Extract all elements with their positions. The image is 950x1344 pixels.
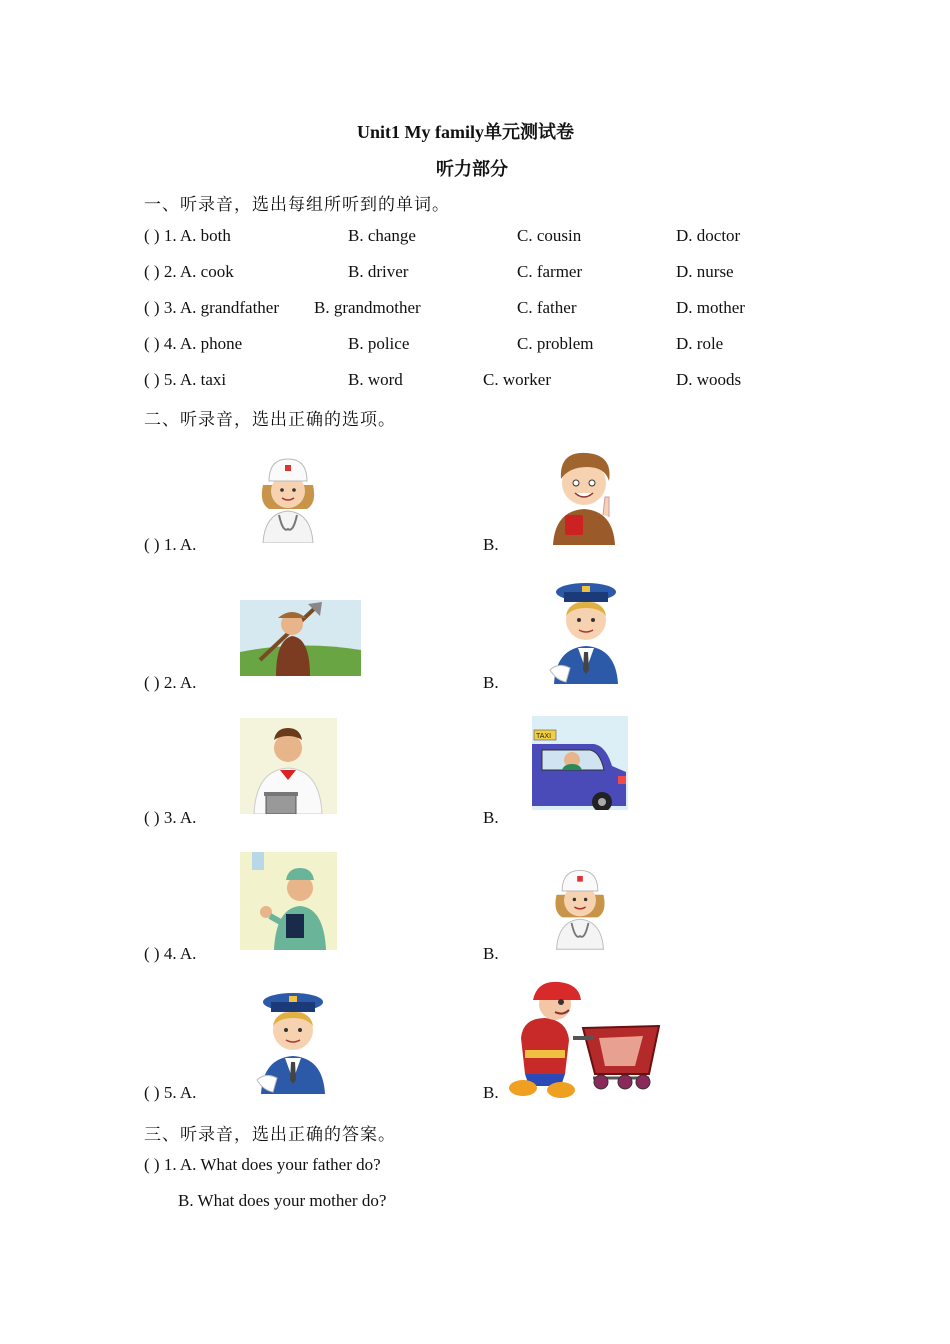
student-icon	[547, 445, 621, 545]
question-number: ( ) 3. A. grandfather	[144, 298, 280, 317]
question-1-option-b: B. What does your mother do?	[178, 1191, 387, 1210]
taxi-sign-text: TAXI	[536, 733, 552, 740]
question-1: ( ) 1. A. What does your father do?	[144, 1155, 381, 1174]
option-c: C. farmer	[517, 262, 583, 281]
picture-question-label: ( ) 3. A.	[144, 808, 197, 827]
picture-question-label: ( ) 5. A.	[144, 1083, 197, 1102]
page-title: Unit1 My family单元测试卷	[357, 122, 574, 142]
option-b: B. police	[348, 334, 410, 353]
section1-heading: 一、听录音，选出每组所听到的单词。	[144, 195, 450, 214]
taxi-driver-icon	[532, 716, 628, 810]
picture-question-label: B.	[483, 808, 499, 827]
option-d: D. role	[676, 334, 724, 353]
option-b: B. driver	[348, 262, 409, 281]
section-title: 听力部分	[436, 159, 508, 179]
picture-question-label: ( ) 1. A.	[144, 535, 197, 554]
picture-question-label: B.	[483, 1083, 499, 1102]
cook-icon	[240, 718, 337, 814]
picture-question-label: ( ) 2. A.	[144, 673, 197, 692]
option-c: C. cousin	[517, 226, 582, 245]
option-d: D. woods	[676, 370, 742, 389]
picture-question-label: B.	[483, 944, 499, 963]
doctor-icon	[255, 453, 321, 543]
policeman-icon	[255, 988, 331, 1094]
option-c: C. worker	[483, 370, 551, 389]
option-d: D. doctor	[676, 226, 741, 245]
section3-heading: 三、听录音，选出正确的答案。	[144, 1125, 396, 1144]
policeman-icon	[548, 578, 624, 684]
option-d: D. nurse	[676, 262, 734, 281]
section2-heading: 二、听录音，选出正确的选项。	[144, 410, 396, 429]
worker-icon	[503, 978, 661, 1100]
option-d: D. mother	[676, 298, 745, 317]
question-number: ( ) 5. A. taxi	[144, 370, 227, 389]
option-b: B. change	[348, 226, 416, 245]
picture-question-label: B.	[483, 673, 499, 692]
option-b: B. grandmother	[314, 298, 421, 317]
option-c: C. problem	[517, 334, 594, 353]
picture-question-label: B.	[483, 535, 499, 554]
nurse-icon	[240, 852, 337, 950]
doctor-icon	[549, 864, 611, 950]
picture-question-label: ( ) 4. A.	[144, 944, 197, 963]
question-number: ( ) 2. A. cook	[144, 262, 234, 281]
farmer-icon	[240, 600, 361, 676]
option-b: B. word	[348, 370, 403, 389]
question-number: ( ) 4. A. phone	[144, 334, 243, 353]
option-c: C. father	[517, 298, 577, 317]
question-number: ( ) 1. A. both	[144, 226, 231, 245]
